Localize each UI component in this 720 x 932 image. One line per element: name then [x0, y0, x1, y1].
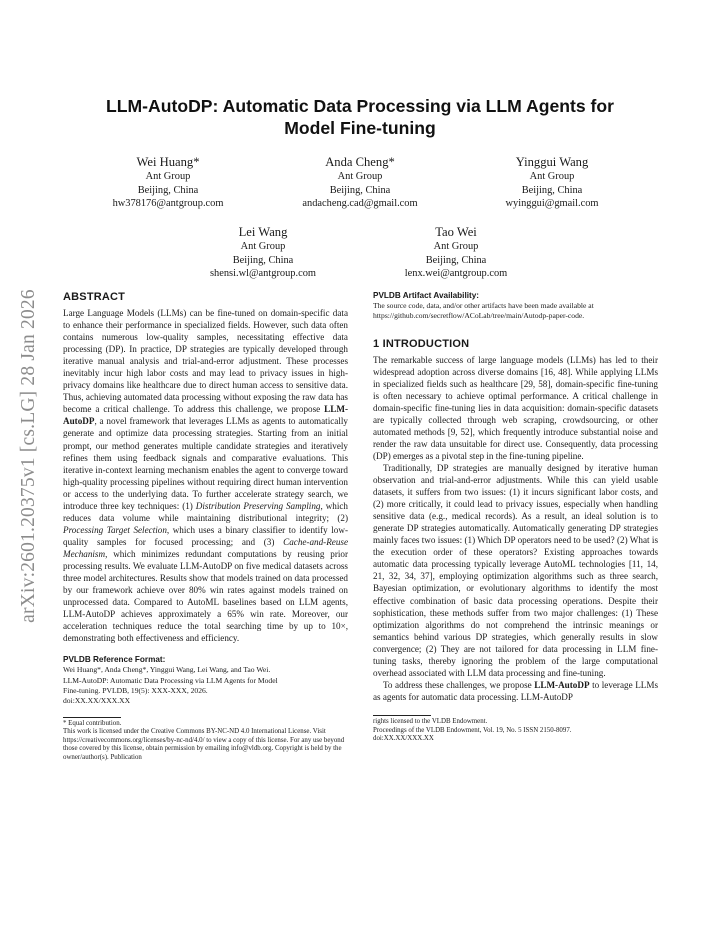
author-email[interactable]: wyinggui@gmail.com — [505, 198, 599, 210]
author-name: Lei Wang — [238, 225, 288, 239]
author-block — [386, 224, 526, 281]
abstract-heading: ABSTRACT — [63, 291, 126, 303]
reference-format-text: Wei Huang*, Anda Cheng*, Yinggui Wang, Lei Wang, and Tao Wei. LLM-AutoDP: Automatic Data Processing via LLM Agents for Model Fine-tuning. PVLDB, 19(5): XXX-XXX, 2026. doi:XX.XX/XXX.XX — [63, 665, 278, 706]
footnote-license: This work is licensed under the Creative Commons BY-NC-ND 4.0 International License. Visit https://creativecommons.org/licenses/by-nc-nd/4.0/ to view a copy of this license. For any use beyond those covered by this license, obtain permission by emailing info@vldb.org. Copyright is held by the owner/author(s). Publication — [63, 728, 345, 761]
author-email[interactable]: lenx.wei@antgroup.com — [404, 268, 508, 280]
author-block — [193, 224, 333, 281]
author-location: Beijing, China — [137, 184, 199, 196]
artifact-heading: PVLDB Artifact Availability: — [373, 291, 480, 300]
footnote-rule — [63, 717, 121, 718]
author-affiliation: Ant Group — [240, 241, 286, 252]
footnote-equal-contribution: * Equal contribution. — [63, 719, 122, 727]
paper-title — [60, 95, 660, 139]
author-email[interactable]: andacheng.cad@gmail.com — [302, 198, 418, 210]
abstract-text: Large Language Models (LLMs) can be fine-tuned on domain-specific data to enhance their performance in specialized fields. However, such data often contains numerous low-quality samples, necessitating effective data processing (DP). In practice, DP strategies are typically developed through iterative manual analysis and trial-and-error adjustment. These processes inevitably incur high labor costs and may lead to privacy issues in high-privacy domains like healthcare due to direct human access to sensitive data. Thus, achieving automated data processing without exposing the raw data has become a critical challenge. To address this challenge, we propose LLM-AutoDP, a novel framework that leverages LLMs as agents to automatically generate and optimize data processing strategies. Starting from an initial prompt, our method generates multiple candidate strategies and iteratively refines them using feedback signals and comparative evaluations. This iterative in-context learning mechanism enables the agent to converge toward high-quality processing pipelines without requiring direct human intervention or access to the underlying data. To further accelerate strategy search, we introduce three key techniques: (1) Distribution Preserving Sampling, which reduces data volume while maintaining distributional integrity; (2) Processing Target Selection, which uses a binary classifier to identify low-quality samples for focused processing; and (3) Cache-and-Reuse Mechanism, which minimizes redundant computations by reusing prior processing results. We evaluate LLM-AutoDP on five medical datasets across three model architectures. Results show that models trained on data processed by our framework achieve over 80% win rates against models trained on unprocessed data. Compared to AutoML baselines based on LLM agents, LLM-AutoDP achieves approximately a 65% win rate. Moreover, our acceleration techniques reduce the total searching time by up to 10×, demonstrating both effectiveness and efficiency. — [63, 308, 348, 644]
footnote-doi: doi:XX.XX/XXX.XX — [373, 735, 434, 743]
intro-paragraph-3: To address these challenges, we propose LLM-AutoDP to leverage LLMs as agents for automatic data processing. LLM-AutoDP — [373, 679, 659, 702]
artifact-text: The source code, data, and/or other artifacts have been made available at https://github.com/secretflow/ACoLab/tree/main/Autodp-paper-code. — [373, 301, 594, 321]
left-column — [63, 290, 348, 762]
footnote-rule — [373, 715, 431, 716]
intro-paragraph-1: The remarkable success of large language models (LLMs) has led to their widespread adoption across diverse domains [16, 48]. While applying LLMs in specialized fields such as healthcare [29, 58], domain-specific fine-tuning is often necessary to achieve optimal performance. A critical challenge in domain-specific fine-tuning lies in data acquisition: domain-specific datasets are typically collected through web scraping, crowdsourcing, or other automated methods [9, 52], which frequently introduce substantial noise and render the raw data unsuitable for direct use. Consequently, data processing (DP) emerges as a pivotal step in the fine-tuning pipeline. — [373, 354, 658, 461]
intro-paragraph-2: Traditionally, DP strategies are manually designed by iterative human observation and trial-and-error adjustments. While this can yield usable datasets, it suffers from two issues: (1) it incurs significant labor costs, and (2) more critically, it could lead to privacy issues, especially when handling sensitive data (e.g., medical records). As a result, an ideal solution is to generate DP strategies automatically. Automatically generating DP strategies mainly faces two issues: (1) Which DP operators need to be used? (2) What is the execution order of these operators? Existing approaches towards automatic data processing typically leverage AutoML technologies [11, 14, 21, 32, 34, 37], employing optimization algorithms such as three search, Bayesian optimization, or evolutionary algorithms to identify the most effective combination of basic data processing operations. Despite their sophistication, these methods suffer from two major challenges: (1) These optimization algorithms do not comprehend the intrinsic meanings or semantics behind various DP strategies, which generally results in slow convergence; (2) They are not tailored for data processing in LLM fine-tuning tasks, thereby ignoring the problem of the large computational overhead associated with LLM data processing and fine-tuning. — [373, 463, 658, 678]
author-email[interactable]: hw378176@antgroup.com — [112, 198, 224, 210]
author-location: Beijing, China — [425, 254, 487, 266]
footnote-rights: rights licensed to the VLDB Endowment. — [373, 717, 488, 725]
author-location: Beijing, China — [521, 184, 583, 196]
title-line-2: Model Fine-tuning — [284, 118, 436, 138]
author-email[interactable]: shensi.wl@antgroup.com — [210, 268, 316, 280]
arxiv-identifier: arXiv:2601.20375v1 [cs.LG] 28 Jan 2026 — [18, 289, 39, 623]
author-location: Beijing, China — [232, 254, 294, 266]
author-affiliation: Ant Group — [337, 171, 383, 182]
reference-format-heading: PVLDB Reference Format: — [63, 655, 166, 665]
author-location: Beijing, China — [329, 184, 391, 196]
title-line-1: LLM-AutoDP: Automatic Data Processing via LLM Agents for — [106, 96, 614, 116]
author-name: Anda Cheng* — [325, 155, 395, 169]
author-affiliation: Ant Group — [433, 241, 479, 252]
author-name: Wei Huang* — [136, 155, 200, 169]
author-name: Tao Wei — [435, 225, 477, 239]
right-column — [373, 290, 658, 744]
footnote-proceedings: Proceedings of the VLDB Endowment, Vol. 19, No. 5 ISSN 2150-8097. — [373, 726, 572, 734]
introduction-heading: 1 INTRODUCTION — [373, 337, 470, 350]
author-block — [290, 154, 430, 211]
author-affiliation: Ant Group — [145, 171, 191, 182]
author-block — [482, 154, 622, 211]
author-name: Yinggui Wang — [515, 155, 589, 169]
author-block — [98, 154, 238, 211]
author-affiliation: Ant Group — [529, 171, 575, 182]
